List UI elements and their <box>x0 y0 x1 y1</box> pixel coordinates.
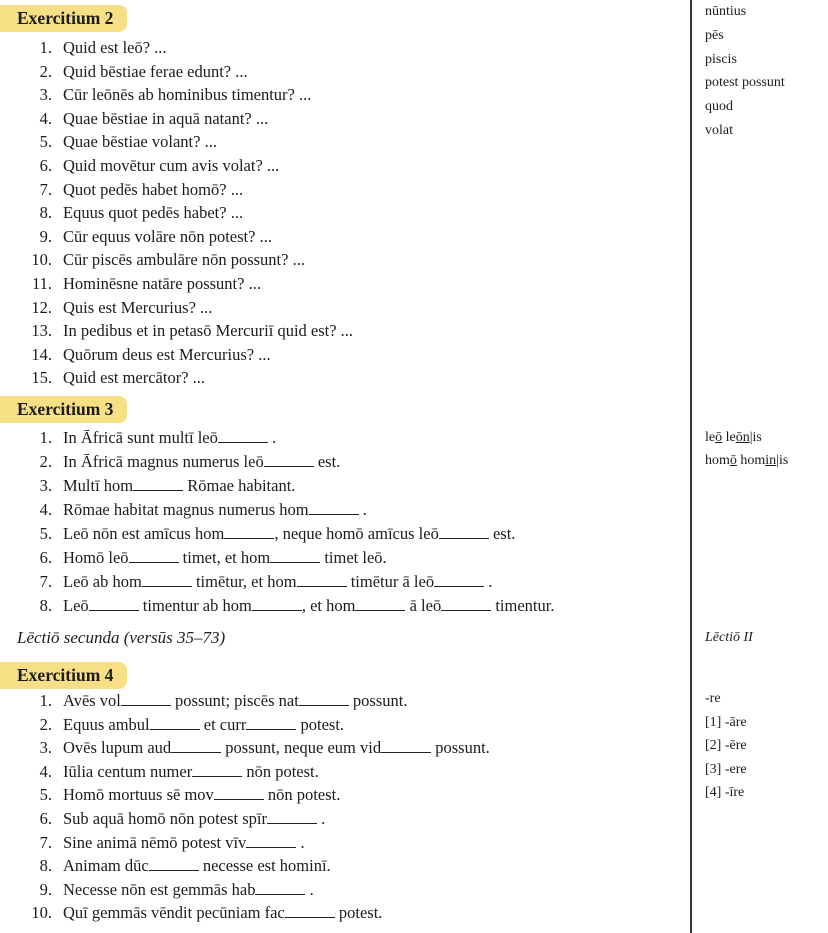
margin-divider <box>690 0 692 933</box>
item-text: timentur ab hom <box>138 596 252 615</box>
item-text: possunt, neque eum vid <box>221 738 382 758</box>
item-text: timentur. <box>491 596 555 615</box>
item-text: timētur, et hom <box>191 572 297 591</box>
item-text: Cūr equus volāre nōn potest? ... <box>63 226 272 246</box>
item-text: Leō ab hom <box>63 572 142 591</box>
item-number: 5. <box>39 524 52 543</box>
fill-in-item <box>0 854 331 877</box>
item-text: . <box>316 809 326 828</box>
item-text: Cūr leōnēs ab hominibus timentur? ... <box>63 85 312 105</box>
margin-vocab-word: volat <box>705 123 733 138</box>
fill-in-item <box>0 901 382 924</box>
exercise-item <box>0 366 205 389</box>
item-text: possunt; piscēs nat <box>170 691 299 710</box>
item-text: Sine animā nēmō potest vīv <box>63 832 247 852</box>
item-text: potest. <box>296 714 345 734</box>
exercise-item <box>0 225 272 248</box>
item-text: Equus ambul <box>63 714 150 734</box>
answer-blank[interactable] <box>192 762 242 777</box>
answer-blank[interactable] <box>264 452 314 467</box>
item-text: et curr <box>199 714 247 734</box>
fill-in-item <box>0 474 295 497</box>
item-number: 15. <box>31 368 52 388</box>
item-text: Rōmae habitat magnus numerus hom <box>63 500 309 519</box>
item-text: nōn potest. <box>242 761 319 781</box>
item-number: 6. <box>39 548 52 567</box>
fill-in-item <box>0 570 492 593</box>
answer-blank[interactable] <box>434 572 484 587</box>
item-number: 2. <box>39 714 52 734</box>
item-text: Quī gemmās vēndit pecūniam fac <box>63 903 285 923</box>
item-text: . <box>296 832 305 852</box>
fill-in-item <box>0 878 314 901</box>
answer-blank[interactable] <box>133 476 183 491</box>
item-number: 1. <box>39 428 52 447</box>
item-number: 4. <box>39 108 52 128</box>
exercise-item <box>0 154 279 177</box>
item-number: 4. <box>39 761 52 781</box>
margin-verb-ending: [4] -īre <box>705 785 745 801</box>
answer-blank[interactable] <box>439 524 489 539</box>
exercitium-2-heading: Exercitium 2 <box>0 5 127 32</box>
fill-in-item <box>0 736 490 759</box>
item-number: 8. <box>39 596 52 615</box>
fill-in-item <box>0 760 319 783</box>
item-text: . <box>358 500 367 519</box>
exercitium-4-heading: Exercitium 4 <box>0 662 127 689</box>
margin-vocab-word: pēs <box>705 27 724 43</box>
item-number: 9. <box>39 879 52 899</box>
item-text: . <box>484 572 493 591</box>
item-text: Necesse nōn est gemmās hab <box>63 879 256 899</box>
answer-blank[interactable] <box>89 596 139 611</box>
answer-blank[interactable] <box>299 691 349 706</box>
item-text: timet leō. <box>320 548 387 567</box>
exercise-item <box>0 296 212 319</box>
margin-vocab-word: quod <box>705 99 733 115</box>
item-number: 5. <box>39 785 52 805</box>
item-text: Cūr piscēs ambulāre nōn possunt? ... <box>63 250 305 270</box>
answer-blank[interactable] <box>224 524 274 539</box>
item-number: 1. <box>39 691 52 710</box>
item-number: 3. <box>39 476 52 495</box>
item-number: 2. <box>39 61 52 81</box>
exercise-item <box>0 343 271 366</box>
item-number: 11. <box>31 274 52 293</box>
item-text: . <box>267 428 277 447</box>
item-number: 9. <box>39 226 52 246</box>
answer-blank[interactable] <box>149 856 199 871</box>
item-number: 10. <box>31 903 52 923</box>
item-text: possunt. <box>431 738 490 758</box>
item-text: est. <box>313 452 341 471</box>
answer-blank[interactable] <box>246 715 296 730</box>
item-number: 13. <box>31 321 52 341</box>
answer-blank[interactable] <box>309 500 359 515</box>
margin-verb-ending: [2] -ēre <box>705 738 747 754</box>
item-text: Equus quot pedēs habet? ... <box>63 203 244 223</box>
answer-blank[interactable] <box>267 809 317 824</box>
answer-blank[interactable] <box>297 572 347 587</box>
item-number: 12. <box>31 297 52 317</box>
exercise-item <box>0 272 261 295</box>
fill-in-item <box>0 546 387 569</box>
margin-verb-ending: [3] -ere <box>705 761 747 777</box>
item-text: Sub aquā homō nōn potest spīr <box>63 809 267 828</box>
item-text: . <box>305 879 314 899</box>
margin-vocab-word: potest possunt <box>705 75 785 91</box>
item-text: Homō mortuus sē mov <box>63 785 214 805</box>
exercise-item <box>0 319 353 342</box>
item-number: 4. <box>39 500 52 519</box>
item-number: 6. <box>39 809 52 828</box>
exercitium-3-heading: Exercitium 3 <box>0 396 127 423</box>
margin-verb-ending: [1] -āre <box>705 714 747 730</box>
item-text: In Āfricā sunt multī leō <box>63 428 218 447</box>
margin-homo: homō homin|is <box>705 453 789 468</box>
answer-blank[interactable] <box>355 596 405 611</box>
item-text: Leō nōn est amīcus hom <box>63 524 225 543</box>
fill-in-item <box>0 807 325 830</box>
item-text: Quid movētur cum avis volat? ... <box>63 156 280 175</box>
item-text: Quae bēstiae volant? ... <box>63 132 217 152</box>
answer-blank[interactable] <box>150 715 200 730</box>
item-number: 3. <box>39 85 52 105</box>
item-number: 8. <box>39 203 52 223</box>
fill-in-item <box>0 498 367 521</box>
margin-vocab-word: nūntius <box>705 4 747 19</box>
item-text: ā leō <box>405 596 442 615</box>
item-text: Quot pedēs habet homō? ... <box>63 179 244 199</box>
item-text: , neque homō amīcus leō <box>274 524 439 543</box>
exercise-item <box>0 130 217 153</box>
item-text: Leō <box>63 596 89 615</box>
fill-in-item <box>0 689 407 712</box>
item-text: timet, et hom <box>178 548 271 567</box>
exercise-item <box>0 178 243 201</box>
margin-verb-ending: -re <box>705 691 721 706</box>
fill-in-item <box>0 783 340 806</box>
item-number: 10. <box>31 250 52 270</box>
fill-in-item <box>0 713 344 736</box>
item-text: nōn potest. <box>263 785 341 805</box>
item-number: 5. <box>39 132 52 152</box>
item-text: Quid est mercātor? ... <box>63 368 206 388</box>
item-text: In Āfricā magnus numerus leō <box>63 452 264 471</box>
item-number: 14. <box>31 344 52 364</box>
item-text: Ovēs lupum aud <box>63 738 172 758</box>
item-text: Avēs vol <box>63 691 121 710</box>
item-number: 2. <box>39 452 52 471</box>
item-text: , et hom <box>301 596 356 615</box>
item-text: Quōrum deus est Mercurius? ... <box>63 344 271 364</box>
item-text: Rōmae habitant. <box>183 476 296 495</box>
item-text: est. <box>488 524 516 543</box>
item-number: 1. <box>39 38 52 57</box>
exercise-item <box>0 36 167 59</box>
item-text: Multī hom <box>63 476 134 495</box>
answer-blank[interactable] <box>441 596 491 611</box>
answer-blank[interactable] <box>270 548 320 563</box>
answer-blank[interactable] <box>171 738 221 753</box>
reading-section-title: Lēctiō secunda (versūs 35–73) <box>17 628 226 647</box>
margin-vocab-word: piscis <box>705 51 737 67</box>
item-number: 8. <box>39 856 52 876</box>
fill-in-item <box>0 594 554 617</box>
item-number: 6. <box>39 156 52 175</box>
item-text: In pedibus et in petasō Mercuriī quid est? ... <box>63 321 354 341</box>
item-text: Quae bēstiae in aquā natant? ... <box>63 108 269 128</box>
item-text: necesse est hominī. <box>198 856 331 876</box>
fill-in-item <box>0 831 305 854</box>
item-text: Quis est Mercurius? ... <box>63 297 213 317</box>
item-text: Iūlia centum numer <box>63 761 193 781</box>
answer-blank[interactable] <box>214 785 264 800</box>
item-number: 7. <box>39 179 52 199</box>
item-text: potest. <box>334 903 383 923</box>
answer-blank[interactable] <box>129 548 179 563</box>
item-number: 7. <box>39 832 52 852</box>
fill-in-item <box>0 522 515 545</box>
fill-in-item <box>0 426 276 449</box>
exercise-item <box>0 83 311 106</box>
exercise-item <box>0 248 305 271</box>
item-text: timētur ā leō <box>346 572 435 591</box>
item-number: 3. <box>39 738 52 758</box>
exercise-item <box>0 107 268 130</box>
item-number: 7. <box>39 572 52 591</box>
answer-blank[interactable] <box>218 428 268 443</box>
answer-blank[interactable] <box>381 738 431 753</box>
item-text: Hominēsne natāre possunt? ... <box>63 274 261 293</box>
item-text: Quid est leō? ... <box>63 38 167 57</box>
answer-blank[interactable] <box>142 572 192 587</box>
exercise-item <box>0 60 248 83</box>
item-text: possunt. <box>348 691 408 710</box>
answer-blank[interactable] <box>252 596 302 611</box>
answer-blank[interactable] <box>121 691 171 706</box>
answer-blank[interactable] <box>246 833 296 848</box>
fill-in-item <box>0 450 340 473</box>
answer-blank[interactable] <box>285 903 335 918</box>
item-text: Animam dūc <box>63 856 149 876</box>
answer-blank[interactable] <box>255 880 305 895</box>
margin-lectio: Lēctiō II <box>705 630 753 645</box>
exercise-item <box>0 201 243 224</box>
item-text: Quid bēstiae ferae edunt? ... <box>63 61 248 81</box>
margin-leo: leō leōn|is <box>705 430 762 445</box>
item-text: Homō leō <box>63 548 129 567</box>
